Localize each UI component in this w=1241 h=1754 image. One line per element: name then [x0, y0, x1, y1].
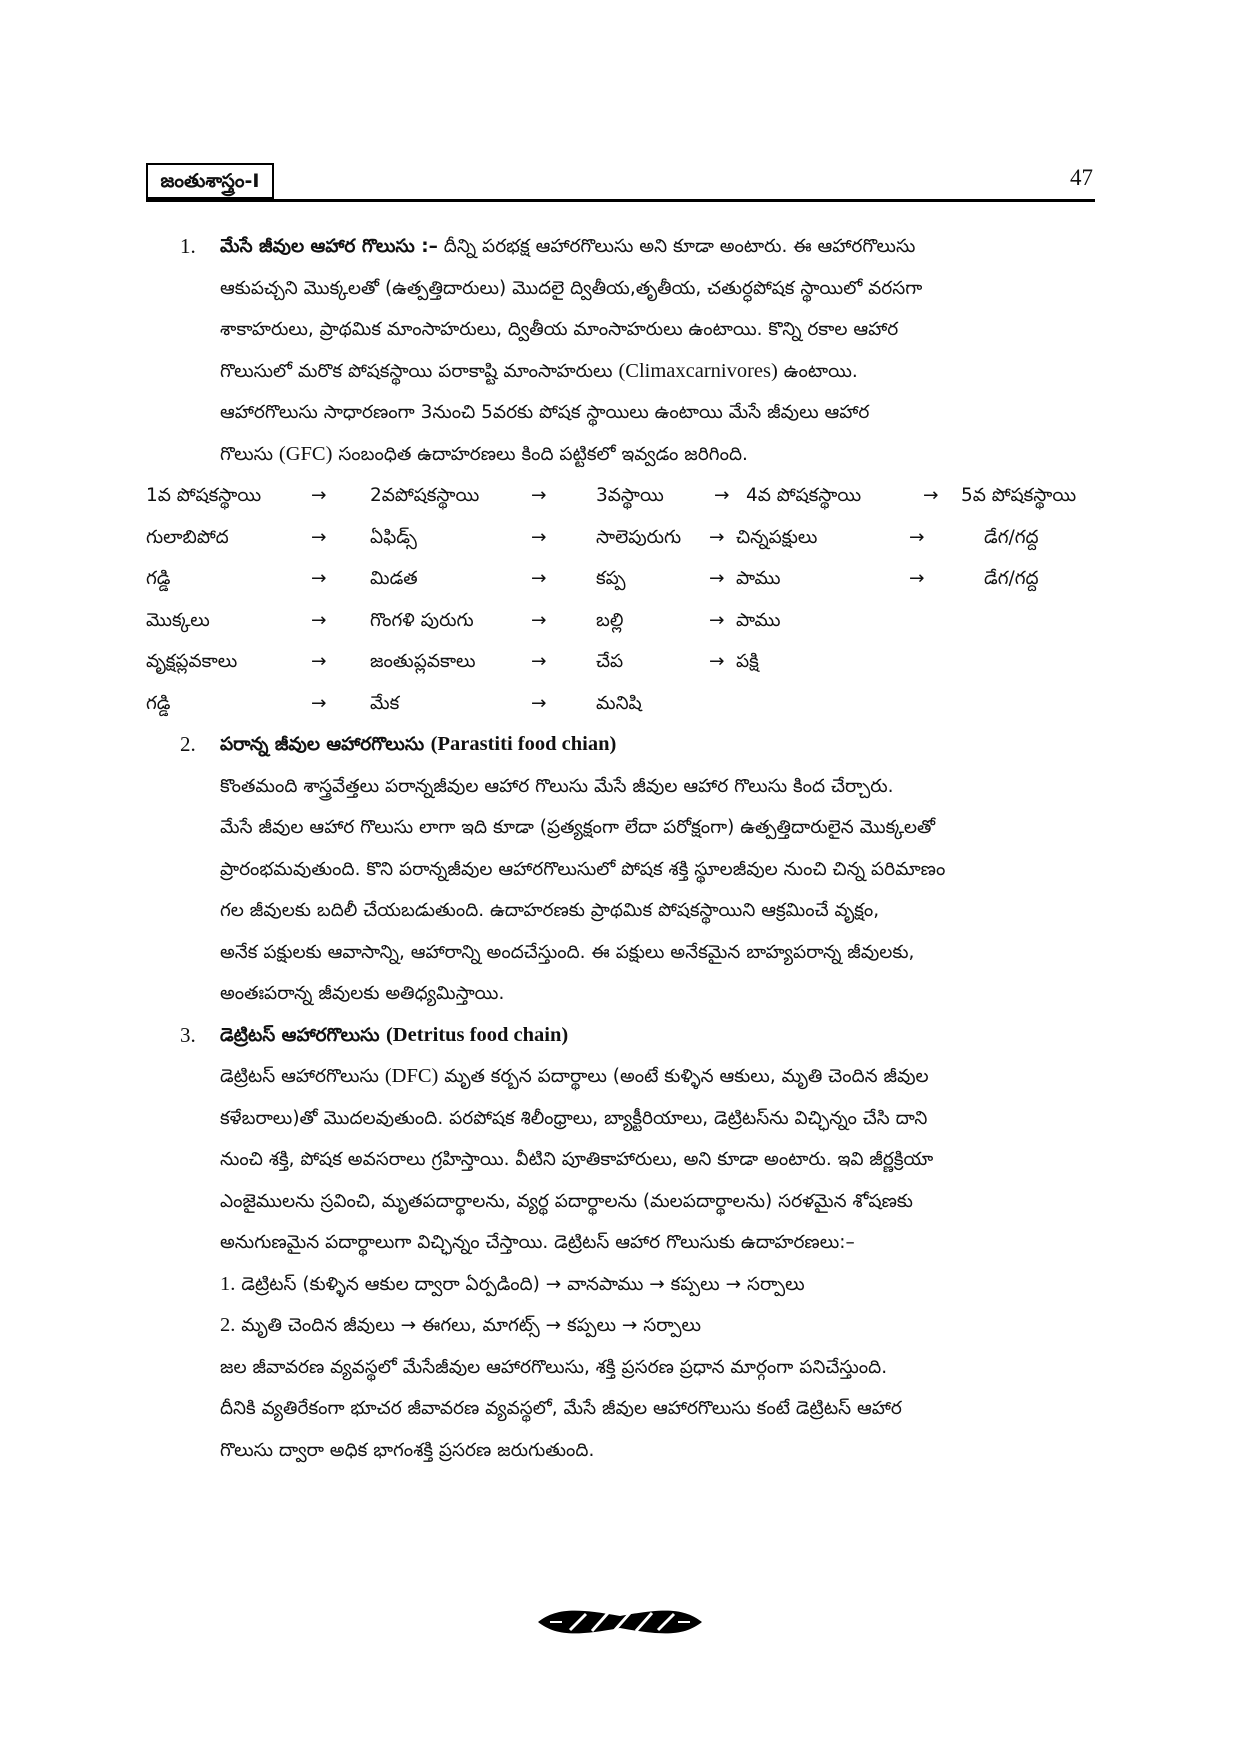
- arrow-icon: →: [709, 526, 725, 548]
- heading-text-english: (Detritus food chain): [385, 1023, 569, 1046]
- chain-cell: సాలెపురుగు: [596, 526, 682, 548]
- line-text: మృత కర్బన పదార్థాలు (అంటే కుళ్ళిన ఆకులు, మృతి చెందిన జీవుల: [444, 1066, 929, 1087]
- chain-cell: పక్షి: [736, 651, 759, 672]
- paragraph-line: జల జీవావరణ వ్యవస్థలో మేసేజీవుల ఆహారగొలుసు, శక్తి ప్రసరణ ప్రధాన మార్గంగా పనిచేస్తుంది.: [220, 1356, 888, 1378]
- arrow-icon: →: [923, 485, 939, 506]
- chain-cell: 3వస్థాయి: [596, 485, 664, 506]
- chain-cell: గడ్డి: [146, 692, 171, 714]
- arrow-icon: →: [709, 609, 725, 631]
- arrow-icon: →: [531, 651, 547, 672]
- page-number: 47: [1070, 165, 1093, 190]
- section-paragraph: [220, 1015, 1096, 1472]
- line-text: గొలుసులో మరొక పోషకస్థాయి పరాకాష్టి మాంసాహరులు: [220, 360, 613, 382]
- food-chain-row: [146, 558, 1096, 600]
- paragraph-line: అనుగుణమైన పదార్థాలుగా విచ్ఛిన్నం చేస్తాయి. డెట్రిటస్ ఆహార గొలుసుకు ఉదాహరణలు:–: [220, 1232, 855, 1253]
- chain-cell: కప్ప: [596, 568, 626, 589]
- arrow-icon: →: [909, 526, 925, 548]
- paragraph-line: కళేబరాలు)తో మొదలవుతుంది. పరపోషక శిలీంధ్రాలు, బ్యాక్టీరియాలు, డెట్రిటస్‌ను విచ్ఛిన్నం చేసి దాని: [220, 1107, 928, 1129]
- chain-cell: పాము: [736, 609, 781, 631]
- paragraph-line: దీనికి వ్యతిరేకంగా భూచర జీవావరణ వ్యవస్థలో, మేసే జీవుల ఆహారగొలుసు కంటే డెట్రిటస్ ఆహార: [220, 1398, 902, 1419]
- food-chain-row: [146, 641, 1096, 683]
- chain-cell: 1వ పోషకస్థాయి: [146, 485, 262, 506]
- section-detritus-food-chain: [146, 1015, 1096, 1472]
- chain-cell: 4వ పోషకస్థాయి: [746, 485, 862, 506]
- arrow-icon: →: [709, 651, 725, 672]
- heading-text-english: (Parastiti food chian): [430, 733, 617, 755]
- chain-cell: చిన్నపక్షులు: [736, 526, 818, 548]
- chain-cell: మిడత: [370, 568, 418, 589]
- section-heading: [220, 724, 1096, 766]
- decorative-ornament-icon: [536, 1604, 704, 1640]
- chain-cell: పాము: [736, 568, 781, 589]
- section-parasitic-food-chain: [146, 724, 1096, 1015]
- detritus-example: [220, 1264, 1096, 1306]
- paragraph-line: [220, 226, 1096, 268]
- example-text: డెట్రిటస్ (కుళ్ళిన ఆకుల ద్వారా ఏర్పడింది) → వానపాము → కప్పలు → సర్పాలు: [241, 1273, 805, 1295]
- arrow-icon: →: [531, 485, 547, 506]
- line-text: దీన్ని పరభక్ష ఆహారగొలుసు అని కూడా అంటారు. ఈ ఆహారగొలుసు: [443, 236, 916, 257]
- example-number: 2.: [220, 1314, 236, 1336]
- example-text: మృతి చెందిన జీవులు → ఈగలు, మాగట్స్ → కప్పలు → సర్పాలు: [241, 1315, 701, 1336]
- paragraph-line: అనేక పక్షులకు ఆవాసాన్ని, ఆహారాన్ని అందచేస్తుంది. ఈ పక్షులు అనేకమైన బాహ్యపరాన్న జీవులకు,: [220, 941, 915, 963]
- example-number: 1.: [220, 1272, 236, 1295]
- line-text: ఉంటాయి.: [783, 360, 858, 382]
- running-title: జంతుశాస్త్రం-I: [146, 163, 274, 199]
- paragraph-line: కొంతమంది శాస్త్రవేత్తలు పరాన్నజీవుల ఆహార గొలుసు మేసే జీవుల ఆహార గొలుసు కింద చేర్చారు.: [220, 775, 894, 797]
- chain-cell: 2వపోషకస్థాయి: [370, 485, 480, 506]
- arrow-icon: →: [311, 526, 327, 548]
- arrow-icon: →: [311, 651, 327, 672]
- arrow-icon: →: [311, 609, 327, 631]
- paragraph-line: గల జీవులకు బదిలీ చేయబడుతుంది. ఉదాహరణకు ప్రాథమిక పోషకస్థాయిని ఆక్రమించే వృక్షం,: [220, 900, 880, 921]
- food-chain-row: [146, 475, 1096, 517]
- line-text: గొలుసు: [220, 443, 273, 465]
- arrow-icon: →: [531, 692, 547, 714]
- chain-cell: మొక్కలు: [146, 609, 210, 631]
- paragraph-line: శాకాహరులు, ప్రాథమిక మాంసాహరులు, ద్వితీయ మాంసాహరులు ఉంటాయి. కొన్ని రకాల ఆహార: [220, 319, 899, 340]
- header-rule: [146, 199, 1095, 202]
- food-chain-row: [146, 683, 1096, 725]
- chain-cell: మనిషి: [596, 692, 642, 714]
- paragraph-line: ఆహారగొలుసు సాధారణంగా 3నుంచి 5వరకు పోషక స్థాయిలు ఉంటాయి మేసే జీవులు ఆహార: [220, 402, 870, 423]
- arrow-icon: →: [709, 568, 725, 589]
- section-heading: మేసే జీవుల ఆహార గొలుసు :–: [220, 236, 438, 257]
- paragraph-line: [220, 1056, 1096, 1098]
- line-text: సంబంధిత ఉదాహరణలు కింది పట్టికలో ఇవ్వడం జరిగింది.: [338, 443, 748, 465]
- paragraph-line: [220, 351, 1096, 393]
- heading-text: పరాన్న జీవుల ఆహారగొలుసు: [220, 734, 425, 755]
- heading-text: డెట్రిటస్ ఆహారగొలుసు: [220, 1024, 380, 1046]
- section-paragraph: [220, 724, 1096, 1015]
- line-text-english: (Climaxcarnivores): [618, 359, 778, 382]
- chain-cell: గడ్డి: [146, 568, 171, 589]
- chain-cell: ఏఫిడ్స్: [370, 526, 417, 548]
- food-chain-row: [146, 517, 1096, 559]
- food-chain-table: [146, 475, 1096, 724]
- section-number: 2.: [180, 732, 196, 756]
- chain-cell: డేగ/గద్ద: [984, 526, 1039, 548]
- chain-cell: గొంగళి పురుగు: [370, 609, 474, 631]
- paragraph-line: ఎంజైములను స్రవించి, మృతపదార్థాలను, వ్యర్థ పదార్థాలను (మలపదార్థాలను) సరళమైన శోషణకు: [220, 1190, 913, 1212]
- arrow-icon: →: [311, 485, 327, 506]
- line-text-english: (DFC): [384, 1065, 439, 1087]
- paragraph-line: ప్రారంభమవుతుంది. కొని పరాన్నజీవుల ఆహారగొలుసులో పోషక శక్తి స్థూలజీవుల నుంచి చిన్న పరిమాణం: [220, 858, 946, 880]
- section-number: 3.: [180, 1022, 196, 1047]
- arrow-icon: →: [531, 526, 547, 548]
- line-text-english: (GFC): [278, 442, 333, 465]
- section-grazing-food-chain: [146, 226, 1096, 475]
- arrow-icon: →: [531, 609, 547, 631]
- paragraph-line: నుంచి శక్తి, పోషక అవసరాలు గ్రహిస్తాయి. వీటిని పూతికాహారులు, అని కూడా అంటారు. ఇవి జీర్ణక్రియా: [220, 1149, 934, 1170]
- arrow-icon: →: [311, 568, 327, 589]
- chain-cell: మేక: [370, 692, 400, 714]
- section-heading: [220, 1015, 1096, 1057]
- paragraph-line: అంతఃపరాన్న జీవులకు అతిధ్యమిస్తాయి.: [220, 983, 505, 1004]
- paragraph-line: గొలుసు ద్వారా అధిక భాగంశక్తి ప్రసరణ జరుగుతుంది.: [220, 1439, 595, 1461]
- paragraph-line: ఆకుపచ్చని మొక్కలతో (ఉత్పత్తిదారులు) మొదలై ద్వితీయ,తృతీయ, చతుర్ధపోషక స్థాయిలో వరసగా: [220, 277, 923, 299]
- arrow-icon: →: [714, 485, 730, 506]
- paragraph-line: మేసే జీవుల ఆహార గొలుసు లాగా ఇది కూడా (ప్రత్యక్షంగా లేదా పరోక్షంగా) ఉత్పత్తిదారులైన మొక్కలతో: [220, 817, 936, 838]
- page-content: [146, 226, 1096, 1471]
- arrow-icon: →: [531, 568, 547, 589]
- chain-cell: 5వ పోషకస్థాయి: [961, 485, 1077, 506]
- chain-cell: బల్లి: [596, 609, 624, 631]
- line-text: డెట్రిటస్ ఆహారగొలుసు: [220, 1066, 379, 1087]
- chain-cell: చేప: [596, 651, 624, 672]
- chain-cell: గులాబిపోద: [146, 526, 229, 548]
- paragraph-line: [220, 434, 1096, 476]
- section-number: 1.: [180, 234, 196, 258]
- arrow-icon: →: [909, 568, 925, 589]
- chain-cell: వృక్షప్లవకాలు: [146, 651, 238, 672]
- chain-cell: జంతుప్లవకాలు: [370, 651, 476, 672]
- chain-cell: డేగ/గద్ద: [984, 568, 1039, 589]
- food-chain-row: [146, 600, 1096, 642]
- section-paragraph: [220, 226, 1096, 475]
- arrow-icon: →: [311, 692, 327, 714]
- detritus-example: [220, 1305, 1096, 1347]
